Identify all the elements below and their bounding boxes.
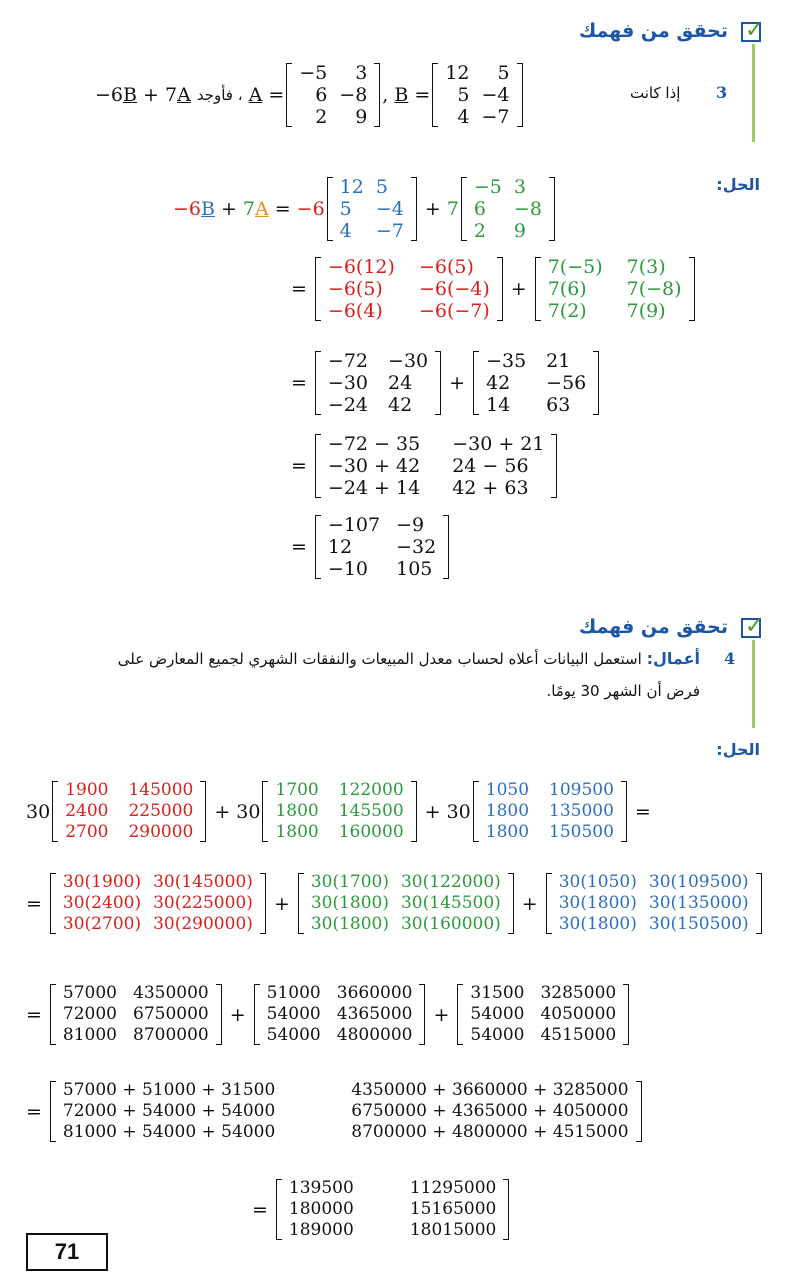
matrix-final xyxy=(276,1178,509,1241)
matrix-cell: −30 + 42 xyxy=(327,455,421,477)
matrix-cell: −72 − 35 xyxy=(327,433,421,455)
matrix-cell: 30(1800) xyxy=(558,893,637,913)
matrix-cell: −35 xyxy=(486,350,527,372)
matrix-cell: 1800 xyxy=(275,801,319,821)
page-number: 71 xyxy=(26,1233,108,1271)
matrix-step3b xyxy=(473,350,599,416)
step-4: = −72 − 35 −30 + 21 −30 + 42 24 − 56 −24 + 14 42 + 63 xyxy=(285,433,559,499)
matrix-cell: −24 xyxy=(327,394,369,416)
matrix-cell: −32 xyxy=(396,536,437,558)
step2-3: = 57000 4350000 72000 6750000 81000 8700000 + 51000 3660000 54000 4365000 54000 4800000 + 31500 3285000 54000 4050000 54000 4515000 xyxy=(26,983,631,1046)
matrix-cell: 4365000 xyxy=(336,1004,413,1024)
matrix-cell: 4350000 + 3660000 + 3285000 xyxy=(351,1080,629,1100)
matrix-cell: 7(9) xyxy=(626,300,666,322)
problem-line-2: فرض أن الشهر 30 يومًا. xyxy=(546,682,700,700)
matrix-step4 xyxy=(315,433,558,499)
problem-statement: −6B + 7A ، فأوجد A = −5 3 6 −8 2 9 , B = 12 5 5 −4 4 −7 xyxy=(95,62,525,128)
matrix-A: −5 3 6 −8 2 9 xyxy=(286,62,380,128)
matrix-cell: 30(150500) xyxy=(648,914,749,934)
matrix-cell: 30(1800) xyxy=(310,914,389,934)
matrix-cell: 30(160000) xyxy=(400,914,501,934)
matrix-cell: 7(6) xyxy=(547,278,587,300)
check-icon: ✓ xyxy=(741,22,761,42)
matrix-cell: 6750000 xyxy=(133,1004,209,1024)
matrix-sum xyxy=(50,1080,642,1143)
matrix-cell: 30(1050) xyxy=(558,872,637,892)
step2-4: = 57000 + 51000 + 31500 4350000 + 3660000 + 3285000 72000 + 54000 + 54000 6750000 + 4365000 + 4050000 81000 + 54000 + 54000 8700000 + 4800000 + 4515000 xyxy=(26,1080,644,1143)
solution-label-1: الحل: xyxy=(716,175,760,194)
matrix-cell: 7(3) xyxy=(626,256,666,278)
check-icon-2: ✓ xyxy=(741,618,761,638)
matrix-p1 xyxy=(50,872,266,935)
matrix-cell: 180000 xyxy=(288,1199,354,1219)
matrix-cell: −6(5) xyxy=(327,278,383,300)
matrix-cell: 24 − 56 xyxy=(452,455,529,477)
matrix-cell: −30 xyxy=(388,350,429,372)
matrix-cell: 42 xyxy=(486,372,511,394)
step2-5: = 139500 11295000 180000 15165000 189000 18015000 xyxy=(246,1178,511,1241)
step2-1: 30 1900 145000 2400 225000 2700 290000 + 30 1700 122000 1800 145500 1800 160000 + 30 1050 109500 1800 135000 1800 150500 = xyxy=(26,780,651,842)
matrix-cell: 30(290000) xyxy=(153,914,253,934)
problem-mid: ، فأوجد xyxy=(196,86,243,104)
matrix-cell: 30(135000) xyxy=(648,893,749,913)
matrix-cell: 81000 xyxy=(62,1025,118,1045)
step-5: = −107 −9 12 −32 −10 105 xyxy=(285,514,451,580)
matrix-cell: 72000 + 54000 + 54000 xyxy=(62,1101,276,1121)
problem-number-2: 4 xyxy=(724,649,736,668)
matrix-cell: −56 xyxy=(546,372,587,394)
matrix-cell: 1900 xyxy=(65,780,109,800)
matrix-A-expanded: −5 3 6 −8 2 9 xyxy=(461,176,555,242)
matrix-cell: −30 + 21 xyxy=(452,433,545,455)
matrix-step2a xyxy=(315,256,503,322)
matrix-cell: 122000 xyxy=(338,780,404,800)
section1-heading: تحقق من فهمك xyxy=(578,20,728,42)
matrix-cell: 14 xyxy=(486,394,511,416)
scalar: 30 xyxy=(446,800,471,823)
matrix-cell: −6(12) xyxy=(327,256,395,278)
matrix-cell: 21 xyxy=(546,350,571,372)
matrix-p2 xyxy=(298,872,514,935)
matrix-cell: 1800 xyxy=(485,801,530,821)
matrix-cell: 31500 xyxy=(470,983,525,1003)
matrix-cell: 57000 + 51000 + 31500 xyxy=(62,1080,276,1100)
matrix-cell: 150500 xyxy=(549,822,614,842)
problem-text-1: استعمل البيانات أعلاه لحساب معدل المبيعات والنفقات الشهري لجميع المعارض على xyxy=(117,650,642,668)
matrix-cell: 18015000 xyxy=(409,1220,497,1240)
matrix-cell: 30(1800) xyxy=(310,893,389,913)
problem-topic: أعمال: xyxy=(646,649,700,668)
matrix-cell: 1800 xyxy=(485,822,530,842)
matrix-cell: 2700 xyxy=(65,822,109,842)
matrix-step2b xyxy=(535,256,695,322)
matrix-cell: 51000 xyxy=(266,983,321,1003)
solution-label-2: الحل: xyxy=(716,740,760,759)
matrix-cell: 1800 xyxy=(275,822,319,842)
matrix-cell: 30(109500) xyxy=(648,872,749,892)
matrix-cell: 63 xyxy=(546,394,571,416)
scalar: 30 xyxy=(236,800,261,823)
matrix-cell: 30(145500) xyxy=(400,893,501,913)
matrix-cell: −9 xyxy=(396,514,425,536)
matrix-cell: 24 xyxy=(388,372,413,394)
matrix-cell: 225000 xyxy=(128,801,194,821)
matrix-m2 xyxy=(262,780,416,843)
matrix-cell: 12 xyxy=(327,536,353,558)
matrix-cell: −6(4) xyxy=(327,300,383,322)
matrix-r2 xyxy=(254,983,426,1046)
matrix-cell: 15165000 xyxy=(409,1199,497,1219)
matrix-cell: 30(1700) xyxy=(310,872,389,892)
matrix-B: 12 5 5 −4 4 −7 xyxy=(432,62,522,128)
matrix-r1 xyxy=(50,983,222,1046)
matrix-cell: −6(−7) xyxy=(418,300,490,322)
matrix-cell: 145500 xyxy=(338,801,404,821)
matrix-m1 xyxy=(52,780,206,843)
matrix-cell: 30(2700) xyxy=(62,914,142,934)
matrix-cell: 81000 + 54000 + 54000 xyxy=(62,1122,276,1142)
matrix-cell: 4050000 xyxy=(540,1004,617,1024)
step-1: −6B + 7A = −6 12 5 5 −4 4 −7 + 7 −5 3 6 −8 2 9 xyxy=(173,176,557,242)
matrix-cell: 4800000 xyxy=(336,1025,413,1045)
matrix-cell: −6(−4) xyxy=(418,278,490,300)
matrix-cell: −10 xyxy=(327,558,369,580)
step-3: = −72 −30 −30 24 −24 42 + −35 21 42 −56 14 63 xyxy=(285,350,601,416)
matrix-cell: 1700 xyxy=(275,780,319,800)
problem-line-1 xyxy=(40,649,700,668)
matrix-cell: 54000 xyxy=(470,1025,525,1045)
matrix-cell: 30(122000) xyxy=(400,872,501,892)
matrix-cell: −30 xyxy=(327,372,369,394)
matrix-cell: 7(2) xyxy=(547,300,587,322)
matrix-cell: 1050 xyxy=(485,780,530,800)
problem-number: 3 xyxy=(716,83,728,102)
matrix-cell: 30(2400) xyxy=(62,893,142,913)
matrix-cell: 135000 xyxy=(549,801,614,821)
matrix-cell: 290000 xyxy=(128,822,194,842)
matrix-B-expanded: 12 5 5 −4 4 −7 xyxy=(327,176,417,242)
matrix-step3a xyxy=(315,350,441,416)
matrix-cell: 42 + 63 xyxy=(452,477,529,499)
matrix-cell: 3285000 xyxy=(540,983,617,1003)
matrix-r3 xyxy=(457,983,629,1046)
step2-2: = 30(1900) 30(145000) 30(2400) 30(225000) 30(2700) 30(290000) + 30(1700) 30(122000) 30(1800) 30(145500) 30(1800) 30(160000) + 30(1050) 30(109500) 30(1800) 30(135000) 30(1800) 30(150500) xyxy=(26,872,764,935)
matrix-cell: 3660000 xyxy=(336,983,413,1003)
matrix-cell: 160000 xyxy=(338,822,404,842)
matrix-p3 xyxy=(546,872,762,935)
matrix-cell: 6750000 + 4365000 + 4050000 xyxy=(351,1101,629,1121)
matrix-cell: 8700000 xyxy=(133,1025,209,1045)
matrix-cell: −6(5) xyxy=(418,256,474,278)
matrix-cell: 105 xyxy=(396,558,433,580)
matrix-cell: −107 xyxy=(327,514,381,536)
matrix-cell: 57000 xyxy=(62,983,118,1003)
matrix-cell: 30(1800) xyxy=(558,914,637,934)
matrix-m3 xyxy=(473,780,627,843)
matrix-cell: 4350000 xyxy=(133,983,209,1003)
matrix-cell: 30(225000) xyxy=(153,893,253,913)
matrix-cell: 11295000 xyxy=(409,1178,497,1198)
matrix-cell: −72 xyxy=(327,350,369,372)
scalar: 30 xyxy=(26,800,51,823)
matrix-cell: 7(−8) xyxy=(626,278,682,300)
problem-prefix: إذا كانت xyxy=(630,84,681,102)
matrix-cell: 54000 xyxy=(470,1004,525,1024)
matrix-cell: 7(−5) xyxy=(547,256,603,278)
matrix-cell: 72000 xyxy=(62,1004,118,1024)
matrix-cell: 30(1900) xyxy=(62,872,142,892)
section2-heading: تحقق من فهمك xyxy=(578,616,728,638)
matrix-cell: 30(145000) xyxy=(153,872,253,892)
matrix-cell: 109500 xyxy=(549,780,614,800)
matrix-cell: 42 xyxy=(388,394,413,416)
matrix-cell: −24 + 14 xyxy=(327,477,421,499)
matrix-cell: 139500 xyxy=(288,1178,354,1198)
matrix-cell: 4515000 xyxy=(540,1025,617,1045)
matrix-cell: 8700000 + 4800000 + 4515000 xyxy=(351,1122,629,1142)
matrix-cell: 145000 xyxy=(128,780,194,800)
matrix-result xyxy=(315,514,449,580)
section2-divider xyxy=(752,640,755,728)
matrix-cell: 54000 xyxy=(266,1025,321,1045)
matrix-cell: 189000 xyxy=(288,1220,354,1240)
matrix-cell: 54000 xyxy=(266,1004,321,1024)
matrix-cell: 2400 xyxy=(65,801,109,821)
section1-divider xyxy=(752,44,755,142)
step-2: = −6(12) −6(5) −6(5) −6(−4) −6(4) −6(−7) + 7(−5) 7(3) 7(6) 7(−8) 7(2) 7(9) xyxy=(285,256,697,322)
